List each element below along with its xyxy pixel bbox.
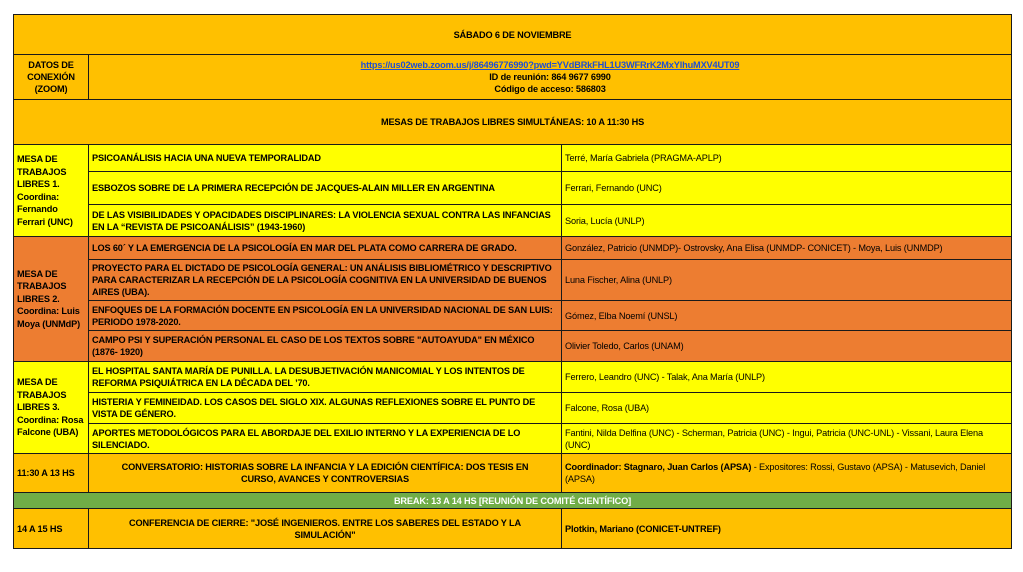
mesa-3-label: MESA DE TRABAJOS LIBRES 3. Coordina: Rosa Falcone (UBA) <box>14 362 89 454</box>
talk-authors: Gómez, Elba Noemí (UNSL) <box>562 301 1012 331</box>
break-row <box>14 493 1012 509</box>
talk-title: ESBOZOS SOBRE DE LA PRIMERA RECEPCIÓN DE JACQUES-ALAIN MILLER EN ARGENTINA <box>89 172 562 205</box>
talk-title: ENFOQUES DE LA FORMACIÓN DOCENTE EN PSICOLOGÍA EN LA UNIVERSIDAD NACIONAL DE SAN LUIS: PERIODO 1978-2020. <box>89 301 562 331</box>
talk-authors: Terré, María Gabriela (PRAGMA-APLP) <box>562 145 1012 172</box>
talk-row <box>14 172 1012 205</box>
closing-speaker: Plotkin, Mariano (CONICET-UNTREF) <box>562 509 1012 549</box>
session-header: MESAS DE TRABAJOS LIBRES SIMULTÁNEAS: 10 A 11:30 HS <box>14 100 1012 145</box>
conversatorio-time: 11:30 A 13 HS <box>14 454 89 493</box>
connection-label: DATOS DE CONEXIÓN (ZOOM) <box>14 55 89 100</box>
conversatorio-title: CONVERSATORIO: HISTORIAS SOBRE LA INFANCIA Y LA EDICIÓN CIENTÍFICA: DOS TESIS EN CURSO, AVANCES Y CONTROVERSIAS <box>89 454 562 493</box>
mesa-2-label: MESA DE TRABAJOS LIBRES 2. Coordina: Luis Moya (UNMdP) <box>14 237 89 362</box>
connection-row <box>14 55 1012 100</box>
talk-row <box>14 145 1012 172</box>
connection-details <box>89 55 1012 100</box>
talk-row <box>14 237 1012 260</box>
talk-row <box>14 362 1012 393</box>
talk-authors: Falcone, Rosa (UBA) <box>562 393 1012 424</box>
talk-row <box>14 393 1012 424</box>
talk-title: PROYECTO PARA EL DICTADO DE PSICOLOGÍA GENERAL: UN ANÁLISIS BIBLIOMÉTRICO Y DESCRIPTIVO PARA CARACTERIZAR LA RECEPCIÓN DE LA PSICOLOGÍA COGNITIVA EN LA UNIVERSIDAD DE BUENOS AIRES (UBA). <box>89 260 562 301</box>
day-title: SÁBADO 6 DE NOVIEMBRE <box>14 15 1012 55</box>
closing-time: 14 A 15 HS <box>14 509 89 549</box>
break-label: BREAK: 13 A 14 HS [REUNIÓN DE COMITÉ CIENTÍFICO] <box>14 493 1012 509</box>
talk-title: EL HOSPITAL SANTA MARÍA DE PUNILLA. LA DESUBJETIVACIÓN MANICOMIAL Y LOS INTENTOS DE REFORMA PSIQUIÁTRICA EN LA DÉCADA DEL ’70. <box>89 362 562 393</box>
talk-row <box>14 301 1012 331</box>
talk-authors: Ferrero, Leandro (UNC) - Talak, Ana María (UNLP) <box>562 362 1012 393</box>
talk-title: DE LAS VISIBILIDADES Y OPACIDADES DISCIPLINARES: LA VIOLENCIA SEXUAL CONTRA LAS INFANCIAS EN LA “REVISTA DE PSICOANÁLISIS” (1943-1960) <box>89 205 562 237</box>
talk-authors: Ferrari, Fernando (UNC) <box>562 172 1012 205</box>
title-row <box>14 15 1012 55</box>
talk-title: LOS 60´ Y LA EMERGENCIA DE LA PSICOLOGÍA EN MAR DEL PLATA COMO CARRERA DE GRADO. <box>89 237 562 260</box>
talk-row <box>14 331 1012 362</box>
talk-authors: Soria, Lucía (UNLP) <box>562 205 1012 237</box>
meeting-id: ID de reunión: 864 9677 6990 <box>489 72 611 82</box>
talk-authors: Luna Fischer, Alina (UNLP) <box>562 260 1012 301</box>
conversatorio-people <box>562 454 1012 493</box>
zoom-link[interactable]: https://us02web.zoom.us/j/86496776990?pwd=YVdBRkFHL1U3WFRrK2MxYlhuMXV4UT09 <box>360 60 740 70</box>
program-table <box>13 14 1012 549</box>
conversatorio-row <box>14 454 1012 493</box>
talk-row <box>14 260 1012 301</box>
talk-authors: Fantini, Nilda Delfina (UNC) - Scherman, Patricia (UNC) - Ingui, Patricia (UNC-UNL) - Vissani, Laura Elena (UNC) <box>562 424 1012 454</box>
talk-title: HISTERIA Y FEMINEIDAD. LOS CASOS DEL SIGLO XIX. ALGUNAS REFLEXIONES SOBRE EL PUNTO DE VISTA DE GÉNERO. <box>89 393 562 424</box>
access-code: Código de acceso: 586803 <box>494 84 606 94</box>
talk-authors: Olivier Toledo, Carlos (UNAM) <box>562 331 1012 362</box>
mesa-1-label: MESA DE TRABAJOS LIBRES 1. Coordina: Fernando Ferrari (UNC) <box>14 145 89 237</box>
talk-row <box>14 424 1012 454</box>
conversatorio-coordinator: Coordinador: Stagnaro, Juan Carlos (APSA) <box>565 462 752 472</box>
closing-title: CONFERENCIA DE CIERRE: "JOSÉ INGENIEROS. ENTRE LOS SABERES DEL ESTADO Y LA SIMULACIÓN" <box>89 509 562 549</box>
talk-title: CAMPO PSI Y SUPERACIÓN PERSONAL EL CASO DE LOS TEXTOS SOBRE "AUTOAYUDA" EN MÉXICO (1876- 1920) <box>89 331 562 362</box>
talk-title: APORTES METODOLÓGICOS PARA EL ABORDAJE DEL EXILIO INTERNO Y LA EXPERIENCIA DE LO SILENCIADO. <box>89 424 562 454</box>
closing-row <box>14 509 1012 549</box>
conversatorio-speakers: - Expositores: Rossi, Gustavo (APSA) - Matusevich, Daniel (APSA) <box>565 462 986 484</box>
talk-title: PSICOANÁLISIS HACIA UNA NUEVA TEMPORALIDAD <box>89 145 562 172</box>
talk-row <box>14 205 1012 237</box>
talk-authors: González, Patricio (UNMDP)- Ostrovsky, Ana Elisa (UNMDP- CONICET) - Moya, Luis (UNMDP) <box>562 237 1012 260</box>
session-header-row <box>14 100 1012 145</box>
